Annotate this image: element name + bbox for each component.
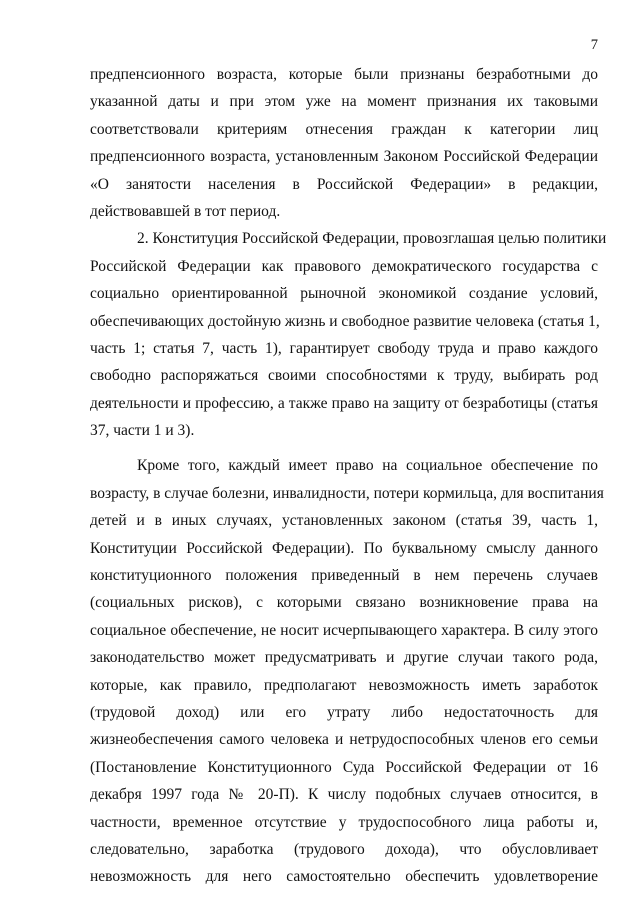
text-line: «О занятости населения в Российской Федерации» в редакции, (90, 175, 598, 193)
text-line: 2. Конституция Российской Федерации, провозглашая целью политики (137, 230, 607, 248)
text-line: (трудовой доход) или его утрату либо недостаточность для (90, 703, 598, 721)
text-line: невозможность для него самостоятельно обеспечить удовлетворение (90, 868, 598, 886)
text-line: конституционного положения приведенный в нем перечень случаев (90, 567, 598, 585)
text-line: жизнеобеспечения самого человека и нетрудоспособных членов его семьи (90, 731, 598, 749)
text-line: предпенсионного возраста, установленным Законом Российской Федерации (90, 148, 598, 166)
paragraph-spacing (90, 444, 598, 452)
text-line: свободно распоряжаться своими способностями к труду, выбирать род (90, 367, 598, 385)
text-line: Российской Федерации как правового демократического государства с (90, 257, 598, 275)
text-line: часть 1; статья 7, часть 1), гарантирует свободу труда и право каждого (90, 339, 598, 357)
paragraph-continuation (90, 61, 598, 225)
text-line: социально ориентированной рыночной экономикой создание условий, (90, 285, 598, 303)
text-line: (Постановление Конституционного Суда Российской Федерации от 16 (90, 758, 598, 776)
text-line: законодательство может предусматривать и другие случаи такого рода, (90, 649, 598, 667)
text-line: указанной даты и при этом уже на момент признания их таковыми (90, 93, 598, 111)
text-line: (социальных рисков), с которыми связано возникновение права на (90, 594, 598, 612)
text-line: соответствовали критериям отнесения граждан к категории лиц (90, 120, 598, 138)
text-line: частности, временное отсутствие у трудоспособного лица работы и, (90, 813, 598, 831)
text-line: предпенсионного возраста, которые были признаны безработными до (90, 66, 598, 83)
text-line: 37, части 1 и 3). (90, 422, 195, 440)
text-line: детей и в иных случаях, установленных законом (статья 39, часть 1, (90, 512, 598, 530)
paragraph-item-2 (90, 225, 607, 444)
text-line: следовательно, заработка (трудового дохода), что обусловливает (90, 840, 598, 858)
text-line: деятельности и профессию, а также право на защиту от безработицы (статья (90, 394, 598, 412)
text-line: декабря 1997 года № 20-П). К числу подобных случаев относится, в (90, 786, 598, 804)
text-line: Кроме того, каждый имеет право на социальное обеспечение по (137, 457, 598, 475)
paragraph-3 (90, 452, 604, 890)
text-line: возрасту, в случае болезни, инвалидности, потери кормильца, для воспитания (90, 484, 604, 502)
text-line: которые, как правило, предполагают невозможность иметь заработок (90, 676, 598, 694)
document-body (90, 61, 607, 891)
page-number: 7 (590, 37, 598, 53)
text-line: Конституции Российской Федерации). По буквальному смыслу данного (90, 539, 598, 557)
text-line: обеспечивающих достойную жизнь и свободное развитие человека (статья 1, (90, 312, 600, 330)
text-line: действовавшей в тот период. (90, 202, 281, 220)
text-line: социальное обеспечение, не носит исчерпывающего характера. В силу этого (90, 621, 598, 639)
